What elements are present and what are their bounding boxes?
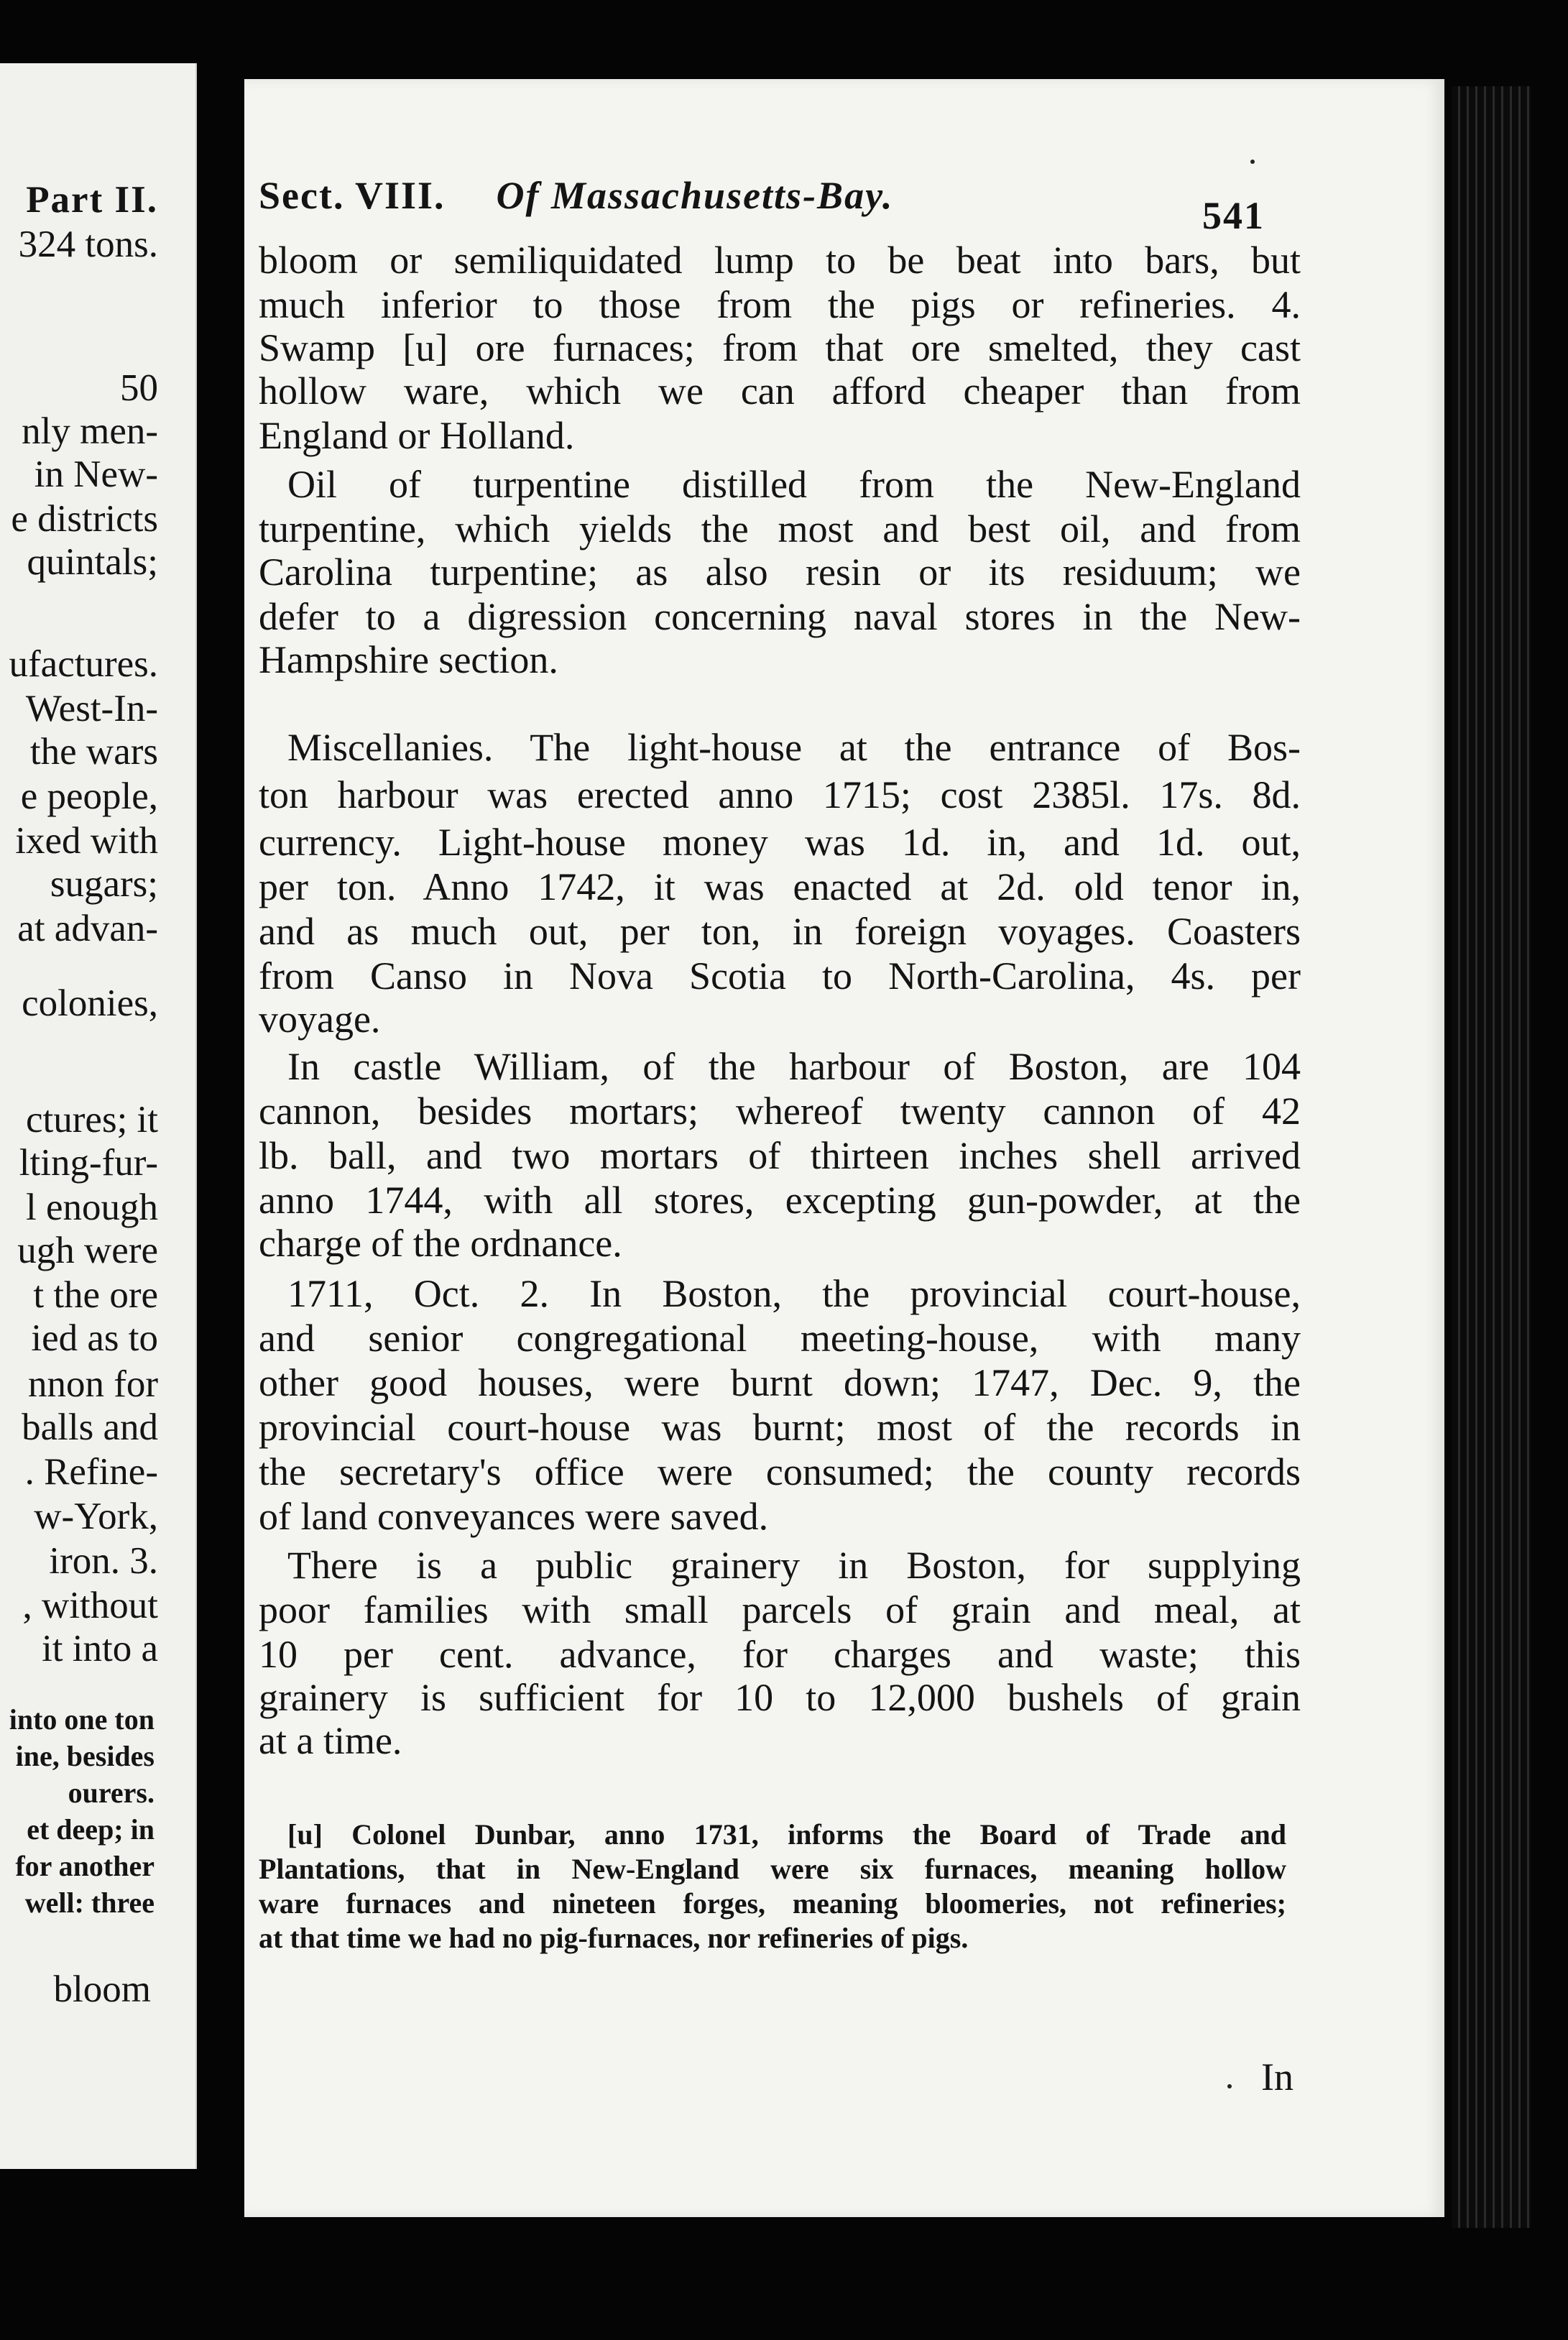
left-page-line: it into a <box>42 1628 158 1669</box>
left-page-line: 324 tons. <box>18 224 158 265</box>
left-page-line: t the ore <box>33 1274 158 1316</box>
left-footnote-line: into one ton <box>9 1703 155 1736</box>
left-page-line: colonies, <box>22 982 158 1024</box>
body-line: much inferior to those from the pigs or refineries. 4. <box>259 283 1301 326</box>
footnote-line: ware furnaces and nineteen forges, meaning bloomeries, not refineries; <box>259 1887 1286 1920</box>
catchword: In <box>1261 2055 1293 2099</box>
body-line: the secretary's office were consumed; the county records <box>259 1450 1301 1493</box>
left-page-line: ied as to <box>31 1317 158 1359</box>
section-label: Sect. VIII. <box>259 174 446 217</box>
left-page-line: e districts <box>11 498 158 540</box>
body-line: other good houses, were burnt down; 1747, Dec. 9, the <box>259 1361 1301 1404</box>
left-page-line: balls and <box>22 1406 158 1448</box>
body-line: and as much out, per ton, in foreign voyages. Coasters <box>259 910 1301 953</box>
left-footnote-line: et deep; in <box>27 1813 155 1846</box>
body-line: voyage. <box>259 998 381 1041</box>
left-page-line: the wars <box>29 731 158 773</box>
body-line: Oil of turpentine distilled from the New-England <box>287 463 1301 506</box>
left-page-line: e people, <box>20 775 158 817</box>
left-page-line: at advan- <box>17 908 158 949</box>
footnote-line: [u] Colonel Dunbar, anno 1731, informs the Board of Trade and <box>287 1818 1286 1851</box>
body-line: charge of the ordnance. <box>259 1222 622 1265</box>
body-line: ton harbour was erected anno 1715; cost 2385l. 17s. 8d. <box>259 773 1301 816</box>
footnote-line: Plantations, that in New-England were six furnaces, meaning hollow <box>259 1853 1286 1885</box>
body-line: There is a public grainery in Boston, for supplying <box>287 1544 1301 1587</box>
body-line: bloom or semiliquidated lump to be beat into bars, but <box>259 239 1301 282</box>
body-line: per ton. Anno 1742, it was enacted at 2d. old tenor in, <box>259 865 1301 908</box>
body-line: turpentine, which yields the most and best oil, and from <box>259 507 1301 551</box>
left-page-line: sugars; <box>50 863 158 905</box>
body-line: Swamp [u] ore furnaces; from that ore smelted, they cast <box>259 326 1301 369</box>
left-page-line: in New- <box>34 453 158 495</box>
page <box>244 79 1444 2217</box>
page-number: 541 <box>1202 194 1265 237</box>
body-line: Hampshire section. <box>259 638 558 681</box>
left-page-line: 50 <box>120 367 158 409</box>
body-line: of land conveyances were saved. <box>259 1495 769 1538</box>
left-page-line: Part II. <box>26 179 158 221</box>
print-speck <box>1250 160 1255 164</box>
body-line: at a time. <box>259 1719 402 1762</box>
book-edge <box>1452 86 1531 2228</box>
body-line: from Canso in Nova Scotia to North-Carolina, 4s. per <box>259 954 1301 998</box>
body-line: currency. Light-house money was 1d. in, and 1d. out, <box>259 821 1301 864</box>
body-line: cannon, besides mortars; whereof twenty cannon of 42 <box>259 1090 1301 1133</box>
left-page-line: ugh were <box>17 1230 158 1271</box>
body-line: lb. ball, and two mortars of thirteen inches shell arrived <box>259 1134 1301 1177</box>
left-footnote-line: ine, besides <box>15 1740 155 1772</box>
left-page-line: , without <box>22 1585 158 1626</box>
left-page-line: ufactures. <box>9 643 158 685</box>
left-page-line: quintals; <box>27 541 158 583</box>
left-page-line: nnon for <box>27 1363 158 1405</box>
body-line: Miscellanies. The light-house at the entrance of Bos- <box>287 726 1301 769</box>
body-line: In castle William, of the harbour of Boston, are 104 <box>287 1045 1301 1088</box>
running-title: Of Massachusetts-Bay. <box>496 174 894 217</box>
body-line: Carolina turpentine; as also resin or its residuum; we <box>259 551 1301 594</box>
left-page-line: . Refine- <box>24 1451 158 1493</box>
body-line: anno 1744, with all stores, excepting gun-powder, at the <box>259 1179 1301 1222</box>
left-page-line: ctures; it <box>26 1099 158 1141</box>
body-line: defer to a digression concerning naval stores in the New- <box>259 595 1301 638</box>
left-page-line: l enough <box>26 1187 158 1228</box>
left-catchword: bloom <box>53 1968 151 2010</box>
left-page-line: w-York, <box>34 1496 158 1537</box>
left-page-line: ixed with <box>15 820 158 862</box>
body-line: 1711, Oct. 2. In Boston, the provincial court-house, <box>287 1272 1301 1315</box>
body-line: grainery is sufficient for 10 to 12,000 bushels of grain <box>259 1676 1301 1719</box>
left-page-line: lting-fur- <box>19 1142 158 1184</box>
body-line: hollow ware, which we can afford cheaper than from <box>259 369 1301 413</box>
body-line: and senior congregational meeting-house, with many <box>259 1317 1301 1360</box>
body-line: provincial court-house was burnt; most of the records in <box>259 1406 1301 1449</box>
left-footnote-line: for another <box>15 1850 155 1882</box>
body-line: poor families with small parcels of grain and meal, at <box>259 1588 1301 1631</box>
body-line: England or Holland. <box>259 414 575 457</box>
print-speck <box>1227 2084 1232 2088</box>
body-line: 10 per cent. advance, for charges and waste; this <box>259 1633 1301 1676</box>
left-page-fragment <box>0 63 197 2169</box>
footnote-line: at that time we had no pig-furnaces, nor refineries of pigs. <box>259 1922 969 1954</box>
left-page-line: iron. 3. <box>49 1540 158 1582</box>
left-footnote-line: ourers. <box>68 1777 155 1809</box>
left-footnote-line: well: three <box>24 1887 155 1919</box>
left-page-line: West-In- <box>25 688 158 729</box>
left-page-line: nly men- <box>22 410 158 452</box>
